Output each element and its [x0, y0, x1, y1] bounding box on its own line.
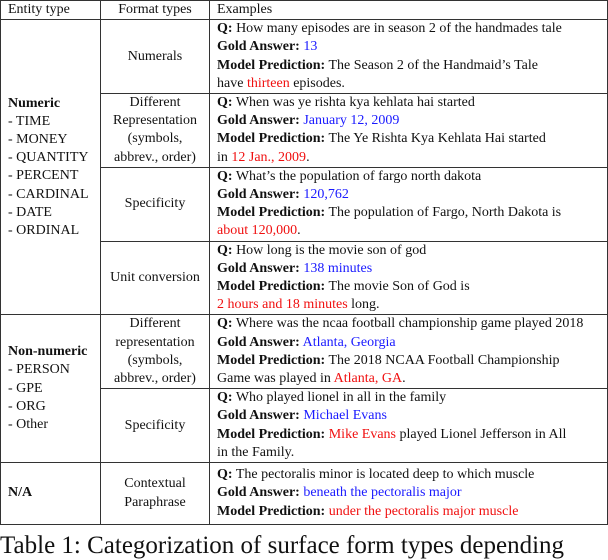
question-label: Q:	[217, 21, 233, 37]
gold-answer-label: Gold Answer:	[217, 39, 300, 55]
table-row	[1, 463, 608, 525]
gold-answer-label: Gold Answer:	[217, 113, 300, 129]
gold-answer-text: 120,762	[303, 187, 349, 203]
format-type-cell	[101, 241, 210, 315]
gold-answer-line	[217, 260, 607, 278]
model-prediction-text: .	[306, 149, 310, 165]
gold-answer-line	[217, 334, 607, 352]
question-text: How long is the movie son of god	[236, 242, 427, 258]
model-prediction-highlight: thirteen	[246, 75, 290, 91]
format-type-cell	[101, 167, 210, 241]
model-prediction-label: Model Prediction:	[217, 503, 326, 519]
question-text: When was ye rishta kya kehlata hai started	[235, 95, 475, 111]
gold-answer-line	[217, 407, 607, 425]
entity-subtype: - CARDINAL	[8, 186, 89, 202]
example-cell	[210, 241, 608, 315]
model-prediction-text: The Season 2 of the Handmaid’s Tale	[328, 57, 538, 73]
example-cell	[210, 463, 608, 525]
format-type-line: Representation	[113, 113, 197, 129]
entity-type-cell	[1, 20, 101, 315]
question-line	[217, 466, 607, 484]
table-caption: Table 1: Categorization of surface form types depending	[0, 532, 565, 560]
entity-subtype: - DATE	[8, 204, 52, 220]
gold-answer-text: Atlanta, Georgia	[302, 334, 396, 350]
format-type-line: Contextual	[124, 476, 186, 492]
entity-subtype: - PERCENT	[8, 168, 79, 184]
gold-answer-line	[217, 38, 607, 56]
format-type-cell	[101, 463, 210, 525]
gold-answer-label: Gold Answer:	[217, 408, 300, 424]
entity-subtype: - MONEY	[8, 131, 68, 147]
model-prediction-text: have	[217, 75, 247, 91]
format-type-line: Different	[129, 316, 181, 332]
model-prediction-text: The population of Fargo, North Dakota is	[328, 205, 562, 221]
header-row	[1, 1, 608, 20]
entity-subtype: - GPE	[8, 380, 43, 396]
format-type-line: Specificity	[124, 196, 186, 212]
header-examples: Examples	[210, 1, 608, 20]
example-cell	[210, 94, 608, 168]
question-text: What’s the population of fargo north dakota	[235, 168, 482, 184]
model-prediction-line	[217, 130, 607, 166]
model-prediction-label: Model Prediction:	[217, 279, 326, 295]
question-text: The pectoralis minor is located deep to which muscle	[235, 467, 535, 483]
example-cell	[210, 389, 608, 463]
format-type-cell	[101, 94, 210, 168]
model-prediction-label: Model Prediction:	[217, 57, 326, 73]
model-prediction-line	[217, 57, 607, 93]
entity-type-cell	[1, 315, 101, 463]
model-prediction-text: The movie Son of God is	[328, 279, 470, 295]
model-prediction-label: Model Prediction:	[217, 426, 326, 442]
model-prediction-highlight: Mike Evans	[328, 426, 396, 442]
table-row	[1, 20, 608, 94]
model-prediction-text: The Ye Rishta Kya Kehlata Hai started	[328, 131, 546, 147]
model-prediction-text: .	[402, 371, 406, 387]
gold-answer-label: Gold Answer:	[217, 485, 300, 501]
model-prediction-text: in the Family.	[217, 444, 295, 460]
format-type-cell	[101, 389, 210, 463]
entity-subtype: - PERSON	[8, 362, 70, 378]
question-text: Who played lionel in all in the family	[235, 390, 447, 406]
question-line	[217, 389, 607, 407]
example-cell	[210, 20, 608, 94]
header-entity-type: Entity type	[1, 1, 101, 20]
entity-subtype: - ORDINAL	[8, 222, 80, 238]
model-prediction-line	[217, 278, 607, 314]
model-prediction-text: in	[217, 149, 232, 165]
model-prediction-text: played Lionel Jefferson in All	[396, 426, 567, 442]
gold-answer-label: Gold Answer:	[217, 334, 300, 350]
question-line	[217, 20, 607, 38]
entity-subtype: - Other	[8, 417, 49, 433]
format-type-cell	[101, 20, 210, 94]
format-type-line: Paraphrase	[124, 494, 186, 510]
format-type-cell	[101, 315, 210, 389]
question-text: Where was the ncaa football championship game played 2018	[235, 316, 584, 332]
entity-type-title: Numeric	[8, 95, 61, 111]
model-prediction-text: long.	[347, 297, 380, 313]
model-prediction-line	[217, 426, 607, 462]
model-prediction-line	[217, 503, 607, 521]
model-prediction-line	[217, 352, 607, 388]
entity-subtype: - ORG	[8, 398, 46, 414]
question-line	[217, 242, 607, 260]
entity-type-cell	[1, 463, 101, 525]
gold-answer-text: 138 minutes	[303, 260, 373, 276]
format-type-line: (symbols,	[127, 131, 183, 147]
model-prediction-text: Game was played in	[217, 371, 334, 387]
gold-answer-text: beneath the pectoralis major	[303, 485, 462, 501]
gold-answer-label: Gold Answer:	[217, 260, 300, 276]
model-prediction-highlight: 2 hours and 18 minutes	[217, 297, 348, 313]
gold-answer-text: January 12, 2009	[303, 113, 400, 129]
example-cell	[210, 315, 608, 389]
model-prediction-label: Model Prediction:	[217, 205, 326, 221]
question-label: Q:	[217, 316, 233, 332]
gold-answer-line	[217, 186, 607, 204]
model-prediction-highlight: about 120,000	[217, 223, 298, 239]
question-line	[217, 315, 607, 333]
model-prediction-highlight: under the pectoralis major muscle	[328, 503, 519, 519]
entity-type-title: Non-numeric	[8, 344, 88, 360]
format-type-line: Specificity	[124, 417, 186, 433]
gold-answer-text: 13	[303, 39, 318, 55]
model-prediction-highlight: Atlanta, GA	[333, 371, 403, 387]
entity-subtype: - TIME	[8, 113, 51, 129]
model-prediction-highlight: 12 Jan., 2009	[231, 149, 307, 165]
question-label: Q:	[217, 242, 233, 258]
question-label: Q:	[217, 95, 233, 111]
model-prediction-text: The 2018 NCAA Football Championship	[328, 352, 560, 368]
model-prediction-label: Model Prediction:	[217, 352, 326, 368]
table-row	[1, 315, 608, 389]
question-line	[217, 94, 607, 112]
example-cell	[210, 167, 608, 241]
format-type-line: abbrev., order)	[114, 371, 196, 387]
format-type-line: Different	[129, 95, 181, 111]
entity-type-title: N/A	[8, 485, 33, 501]
gold-answer-label: Gold Answer:	[217, 187, 300, 203]
model-prediction-text: .	[297, 223, 301, 239]
model-prediction-text: episodes.	[289, 75, 345, 91]
format-type-line: representation	[115, 334, 195, 350]
gold-answer-line	[217, 112, 607, 130]
question-text: How many episodes are in season 2 of the handmades tale	[236, 21, 562, 37]
format-type-line: (symbols,	[127, 352, 183, 368]
question-label: Q:	[217, 467, 233, 483]
model-prediction-label: Model Prediction:	[217, 131, 326, 147]
model-prediction-line	[217, 204, 607, 240]
question-label: Q:	[217, 168, 233, 184]
format-type-line: Unit conversion	[110, 269, 200, 285]
format-type-line: abbrev., order)	[114, 149, 196, 165]
question-line	[217, 168, 607, 186]
header-format-types: Format types	[101, 1, 210, 20]
entity-subtype: - QUANTITY	[8, 150, 89, 166]
gold-answer-text: Michael Evans	[303, 408, 387, 424]
format-type-line: Numerals	[127, 48, 183, 64]
question-label: Q:	[217, 390, 233, 406]
gold-answer-line	[217, 484, 607, 502]
